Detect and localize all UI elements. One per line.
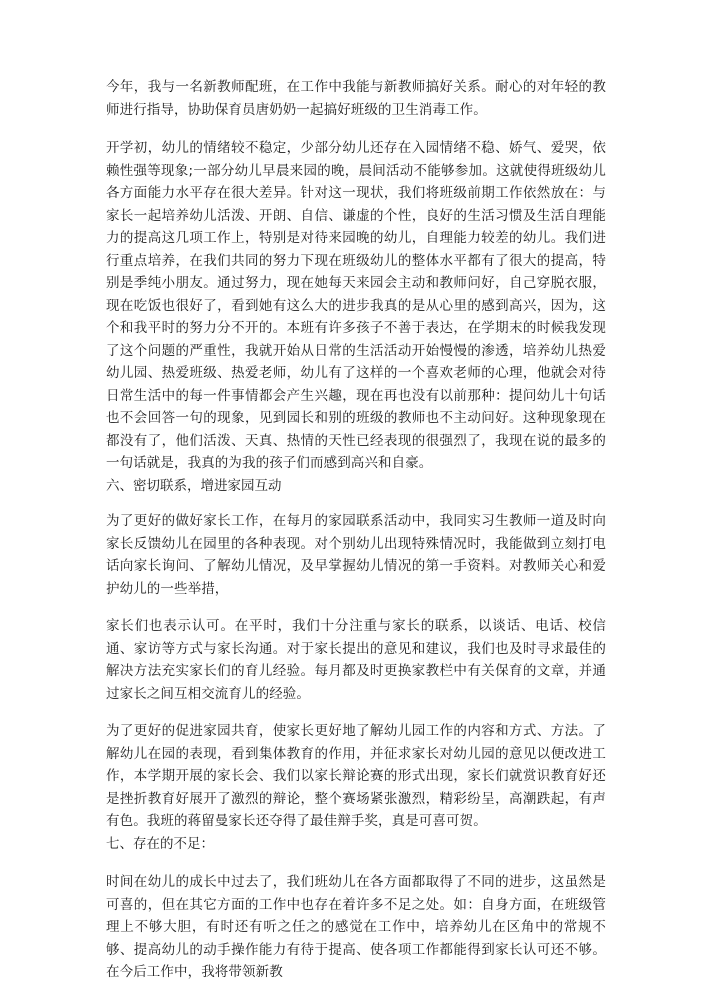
paragraph-parent-debate: 为了更好的促进家园共育，使家长更好地了解幼儿园工作的内容和方式、方法。了解幼儿在园的表现，看到集体教育的作用，并征求家长对幼儿园的意见以便改进工作，本学期开展的家长会、我们以家长辩论赛的形式出现，家长们就赏识教育好还是挫折教育好展开了激烈的辩论，整个赛场紧张激烈，精彩纷呈，高潮跌起，有声有色。我班的蒋留曼家长还夺得了最佳辩手奖，真是可喜可贺。 <box>106 723 606 829</box>
paragraph-semester-start: 开学初，幼儿的情绪较不稳定，少部分幼儿还存在入园情绪不稳、娇气、爱哭，依赖性强等现象;一部分幼儿早晨来园的晚，晨间活动不能够参加。这就使得班级幼儿各方面能力水平存在很大差异。针对这一现状，我们将班级前期工作依然放在：与家长一起培养幼儿活泼、开朗、自信、谦虚的个性，良好的生活习惯及生活自理能力的提高这几项工作上，特别是对待来园晚的幼儿，自理能力较差的幼儿。我们进行重点培养，在我们共同的努力下现在班级幼儿的整体水平都有了很大的提高，特别是季纯小朋友。通过努力，现在她每天来园会主动和教师问好，自己穿脱衣服，现在吃饭也很好了，看到她有这么大的进步我真的是从心里的感到高兴，因为，这个和我平时的努力分不开的。本班有许多孩子不善于表达，在学期末的时候我发现了这个问题的严重性，我就开始从日常的生活活动开始慢慢的渗透，培养幼儿热爱幼儿园、热爱班级、热爱老师，幼儿有了这样的一个喜欢老师的心理，他就会对待日常生活中的每一件事情都会产生兴趣，现在再也没有以前那种：提问幼儿十句话也不会回答一句的现象，见到园长和别的班级的教师也不主动问好。这种现象现在都没有了，他们活泼、天真、热情的天性已经表现的很强烈了，我现在说的最多的一句话就是，我真的为我的孩子们而感到高兴和自豪。 <box>106 140 606 471</box>
paragraph-parent-communication: 家长们也表示认可。在平时，我们十分注重与家长的联系，以谈话、电话、校信通、家访等方式与家长沟通。对于家长提出的意见和建议，我们也及时寻求最佳的解决方法充实家长们的育儿经验。每月都及时更换家教栏中有关保育的文章，并通过家长之间互相交流育儿的经验。 <box>106 618 606 702</box>
paragraph-shortcomings: 时间在幼儿的成长中过去了，我们班幼儿在各方面都取得了不同的进步，这虽然是可喜的，但在其它方面的工作中也存在着许多不足之处。如：自身方面，在班级管理上不够大胆，有时还有听之任之的感觉在工作中，培养幼儿在区角中的常规不够、提高幼儿的动手操作能力有待于提高、使各项工作都能得到家长认可还不够。在今后工作中，我将带领新教 <box>106 874 606 980</box>
paragraph-parent-feedback: 为了更好的做好家长工作，在每月的家园联系活动中，我同实习生教师一道及时向家长反馈幼儿在园里的各种表现。对个别幼儿出现特殊情况时，我能做到立刻打电话向家长询问、了解幼儿情况，及早掌握幼儿情况的第一手资料。对教师关心和爱护幼儿的一些举措， <box>106 513 606 597</box>
section-heading-home-school: 六、密切联系，增进家园互动 <box>106 477 282 494</box>
paragraph-teacher-cooperation: 今年，我与一名新教师配班，在工作中我能与新教师搞好关系。耐心的对年轻的教师进行指导，协助保育员唐奶奶一起搞好班级的卫生消毒工作。 <box>106 79 606 118</box>
section-heading-shortcomings: 七、存在的不足： <box>106 835 214 852</box>
